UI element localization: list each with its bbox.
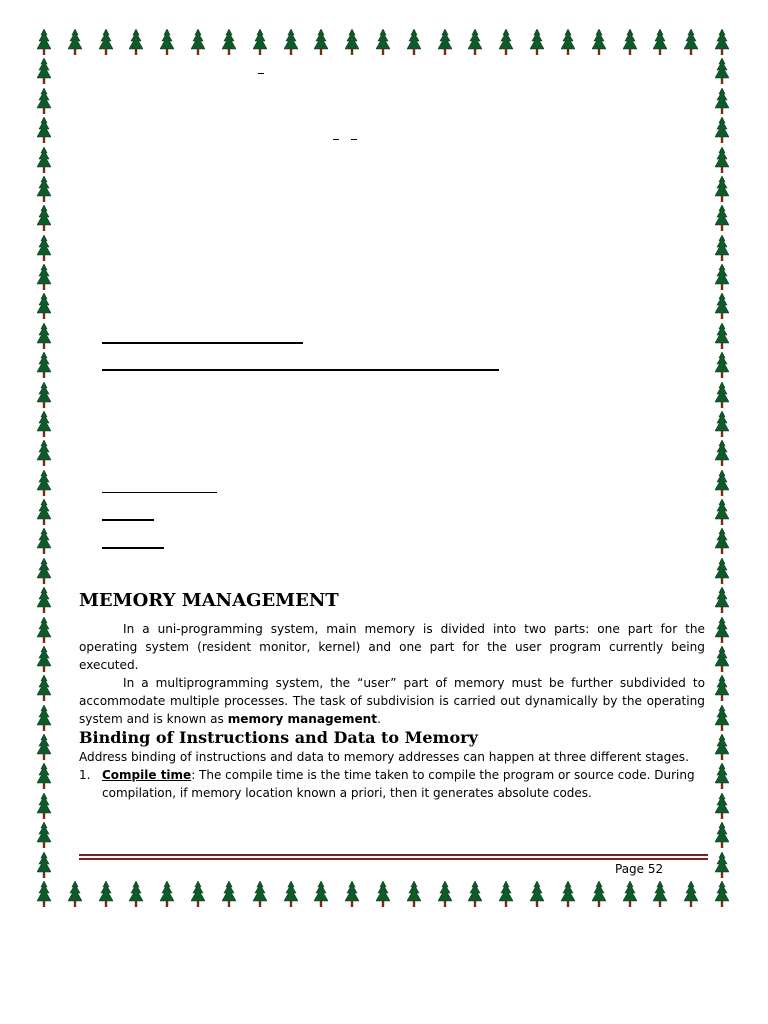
- pine-tree-icon: [37, 117, 51, 143]
- list-number: 1.: [79, 768, 91, 782]
- pine-tree-icon: [623, 29, 637, 55]
- pine-tree-icon: [715, 29, 729, 55]
- pine-tree-icon: [37, 558, 51, 584]
- pine-tree-icon: [37, 822, 51, 848]
- pine-tree-icon: [37, 852, 51, 878]
- paragraph-end: .: [377, 712, 381, 726]
- underline-rule: [102, 519, 154, 521]
- pine-tree-icon: [37, 205, 51, 231]
- term-compile-time: Compile time: [102, 768, 192, 782]
- pine-tree-icon: [160, 881, 174, 907]
- document-body: [79, 590, 705, 802]
- dash-mark: [333, 139, 339, 140]
- pine-tree-icon: [222, 881, 236, 907]
- pine-tree-icon: [345, 29, 359, 55]
- pine-tree-icon: [438, 881, 452, 907]
- pine-tree-icon: [407, 29, 421, 55]
- pine-tree-icon: [715, 147, 729, 173]
- pine-tree-icon: [530, 29, 544, 55]
- pine-tree-icon: [715, 293, 729, 319]
- pine-tree-icon: [37, 88, 51, 114]
- pine-tree-icon: [37, 440, 51, 466]
- pine-tree-icon: [37, 58, 51, 84]
- pine-tree-icon: [37, 793, 51, 819]
- pine-tree-icon: [715, 235, 729, 261]
- pine-tree-icon: [592, 29, 606, 55]
- pine-tree-icon: [561, 29, 575, 55]
- pine-tree-icon: [715, 528, 729, 554]
- pine-tree-icon: [653, 29, 667, 55]
- pine-tree-icon: [68, 29, 82, 55]
- term-memory-management: memory management: [227, 712, 378, 726]
- pine-tree-icon: [715, 382, 729, 408]
- pine-tree-icon: [715, 646, 729, 672]
- pine-tree-icon: [37, 587, 51, 613]
- pine-tree-icon: [37, 470, 51, 496]
- pine-tree-icon: [530, 881, 544, 907]
- pine-tree-icon: [253, 29, 267, 55]
- pine-tree-icon: [715, 352, 729, 378]
- pine-tree-icon: [37, 881, 51, 907]
- pine-tree-icon: [37, 29, 51, 55]
- pine-tree-icon: [376, 881, 390, 907]
- dash-mark: [258, 73, 264, 74]
- paragraph-multiprogramming: [79, 674, 705, 728]
- pine-tree-icon: [715, 88, 729, 114]
- pine-tree-icon: [715, 675, 729, 701]
- pine-tree-icon: [37, 264, 51, 290]
- pine-tree-icon: [37, 235, 51, 261]
- pine-tree-icon: [561, 881, 575, 907]
- underline-rule: [102, 547, 164, 549]
- pine-tree-icon: [684, 881, 698, 907]
- paragraph-text: In a multiprogramming system, the “user” part of memory must be further subdivided to accommodate multiple processes. The task of subdivision is carried out dynamically by the operating system and is known as: [79, 676, 705, 726]
- pine-tree-icon: [468, 29, 482, 55]
- underline-rule: [102, 492, 217, 493]
- pine-tree-icon: [438, 29, 452, 55]
- pine-tree-icon: [715, 411, 729, 437]
- footer-rule-bottom: [79, 858, 708, 860]
- dash-mark: [351, 139, 357, 140]
- pine-tree-icon: [715, 58, 729, 84]
- pine-tree-icon: [715, 558, 729, 584]
- pine-tree-icon: [160, 29, 174, 55]
- pine-tree-icon: [715, 763, 729, 789]
- underline-rule: [102, 369, 499, 371]
- pine-tree-icon: [37, 499, 51, 525]
- paragraph-uniprogramming: In a uni-programming system, main memory is divided into two parts: one part for the operating system (resident monitor, kernel) and one part for the user program currently being executed.: [79, 622, 705, 672]
- pine-tree-icon: [68, 881, 82, 907]
- pine-tree-icon: [715, 822, 729, 848]
- pine-tree-icon: [284, 29, 298, 55]
- pine-tree-icon: [715, 587, 729, 613]
- pine-tree-icon: [37, 528, 51, 554]
- pine-tree-icon: [499, 29, 513, 55]
- pine-tree-icon: [37, 646, 51, 672]
- pine-tree-icon: [715, 881, 729, 907]
- pine-tree-icon: [314, 29, 328, 55]
- pine-tree-icon: [684, 29, 698, 55]
- pine-tree-icon: [37, 617, 51, 643]
- pine-tree-icon: [37, 176, 51, 202]
- list-item: [79, 766, 705, 802]
- pine-tree-icon: [715, 499, 729, 525]
- pine-tree-icon: [653, 881, 667, 907]
- page-number: Page 52: [615, 862, 664, 876]
- footer-rule-top: [79, 854, 708, 856]
- pine-tree-icon: [314, 881, 328, 907]
- pine-tree-icon: [222, 29, 236, 55]
- pine-tree-icon: [129, 881, 143, 907]
- pine-tree-icon: [37, 675, 51, 701]
- pine-tree-icon: [37, 411, 51, 437]
- subsection-heading: Binding of Instructions and Data to Memory: [79, 728, 478, 747]
- pine-tree-icon: [37, 382, 51, 408]
- pine-tree-icon: [284, 881, 298, 907]
- pine-tree-icon: [499, 881, 513, 907]
- pine-tree-icon: [99, 29, 113, 55]
- pine-tree-icon: [37, 734, 51, 760]
- pine-tree-icon: [715, 617, 729, 643]
- pine-tree-icon: [99, 881, 113, 907]
- underline-rule: [102, 342, 303, 344]
- pine-tree-icon: [715, 470, 729, 496]
- pine-tree-icon: [468, 881, 482, 907]
- pine-tree-icon: [715, 705, 729, 731]
- pine-tree-icon: [623, 881, 637, 907]
- pine-tree-icon: [345, 881, 359, 907]
- pine-tree-icon: [715, 205, 729, 231]
- binding-intro: Address binding of instructions and data to memory addresses can happen at three different stages.: [79, 750, 689, 764]
- pine-tree-icon: [715, 734, 729, 760]
- pine-tree-icon: [715, 323, 729, 349]
- pine-tree-icon: [37, 293, 51, 319]
- pine-tree-icon: [37, 147, 51, 173]
- pine-tree-icon: [376, 29, 390, 55]
- pine-tree-icon: [37, 352, 51, 378]
- pine-tree-icon: [407, 881, 421, 907]
- pine-tree-icon: [715, 440, 729, 466]
- list-item-text: : The compile time is the time taken to compile the program or source code. During compilation, if memory location known a priori, then it generates absolute codes.: [102, 768, 695, 800]
- pine-tree-icon: [191, 881, 205, 907]
- pine-tree-icon: [191, 29, 205, 55]
- pine-tree-icon: [715, 264, 729, 290]
- pine-tree-icon: [129, 29, 143, 55]
- pine-tree-icon: [37, 705, 51, 731]
- pine-tree-icon: [37, 323, 51, 349]
- pine-tree-icon: [715, 793, 729, 819]
- section-heading: MEMORY MANAGEMENT: [79, 590, 339, 611]
- pine-tree-icon: [715, 176, 729, 202]
- pine-tree-icon: [715, 117, 729, 143]
- pine-tree-icon: [715, 852, 729, 878]
- pine-tree-icon: [37, 763, 51, 789]
- pine-tree-icon: [592, 881, 606, 907]
- pine-tree-icon: [253, 881, 267, 907]
